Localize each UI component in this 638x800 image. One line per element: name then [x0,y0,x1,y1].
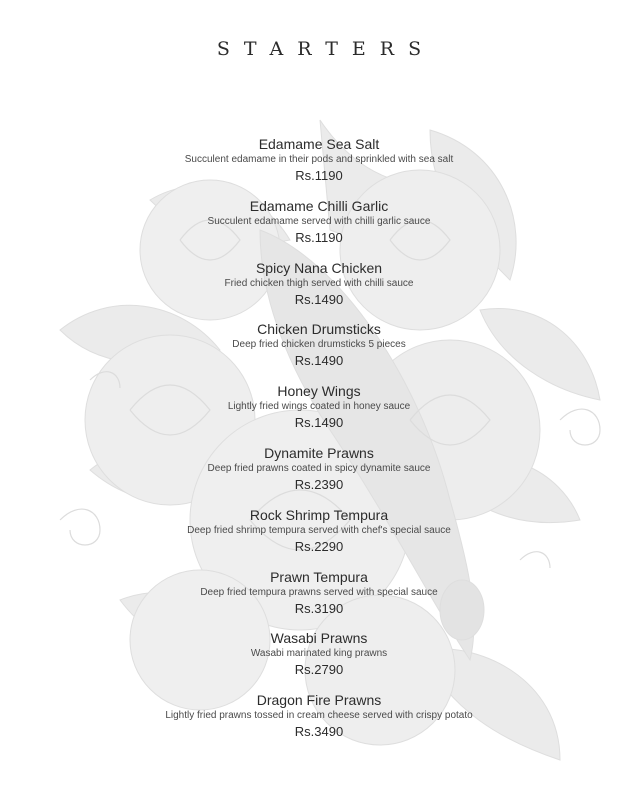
item-price: Rs.1190 [295,229,343,245]
item-name: Chicken Drumsticks [257,321,381,338]
item-description: Deep fried chicken drumsticks 5 pieces [232,339,406,351]
menu-item [0,444,638,506]
menu-item [0,568,638,630]
menu-item [0,691,638,753]
item-name: Wasabi Prawns [270,630,368,647]
item-description: Deep fried tempura prawns served with special sauce [200,586,438,598]
item-description: Lightly fried prawns tossed in cream cheese served with crispy potato [165,710,473,722]
item-price: Rs.1490 [294,353,344,369]
item-description: Succulent edamame served with chilli garlic sauce [207,215,431,227]
item-name: Dragon Fire Prawns [256,692,382,709]
item-description: Lightly fried wings coated in honey sauce [227,401,411,413]
item-description: Wasabi marinated king prawns [250,648,388,660]
item-name: Spicy Nana Chicken [255,259,383,276]
item-name: Dynamite Prawns [264,444,374,461]
menu-item [0,506,638,568]
item-price: Rs.2290 [294,538,344,554]
item-description: Succulent edamame in their pods and sprinkled with sea salt [184,154,454,165]
menu-item [0,629,638,691]
item-price: Rs.2390 [294,476,344,492]
menu-item [0,197,638,259]
item-name: Honey Wings [277,383,361,400]
item-description: Deep fried shrimp tempura served with chef's special sauce [187,524,451,536]
item-price: Rs.2790 [294,662,344,678]
menu-list [0,135,638,753]
item-name: Prawn Tempura [270,568,368,585]
menu-item [0,135,638,197]
item-name: Edamame Chilli Garlic [249,197,389,214]
menu-item [0,320,638,382]
menu-item [0,382,638,444]
item-name: Rock Shrimp Tempura [249,506,389,523]
item-price: Rs.1490 [294,415,344,431]
menu-item [0,259,638,321]
item-price: Rs.3190 [294,600,344,616]
item-price: Rs.1490 [294,291,344,307]
item-description: Deep fried prawns coated in spicy dynamite sauce [207,462,431,474]
item-name: Edamame Sea Salt [258,136,380,152]
item-description: Fried chicken thigh served with chilli sauce [224,277,414,289]
item-price: Rs.1190 [295,168,343,183]
page-title: STARTERS [216,38,436,60]
item-price: Rs.3490 [294,724,344,740]
